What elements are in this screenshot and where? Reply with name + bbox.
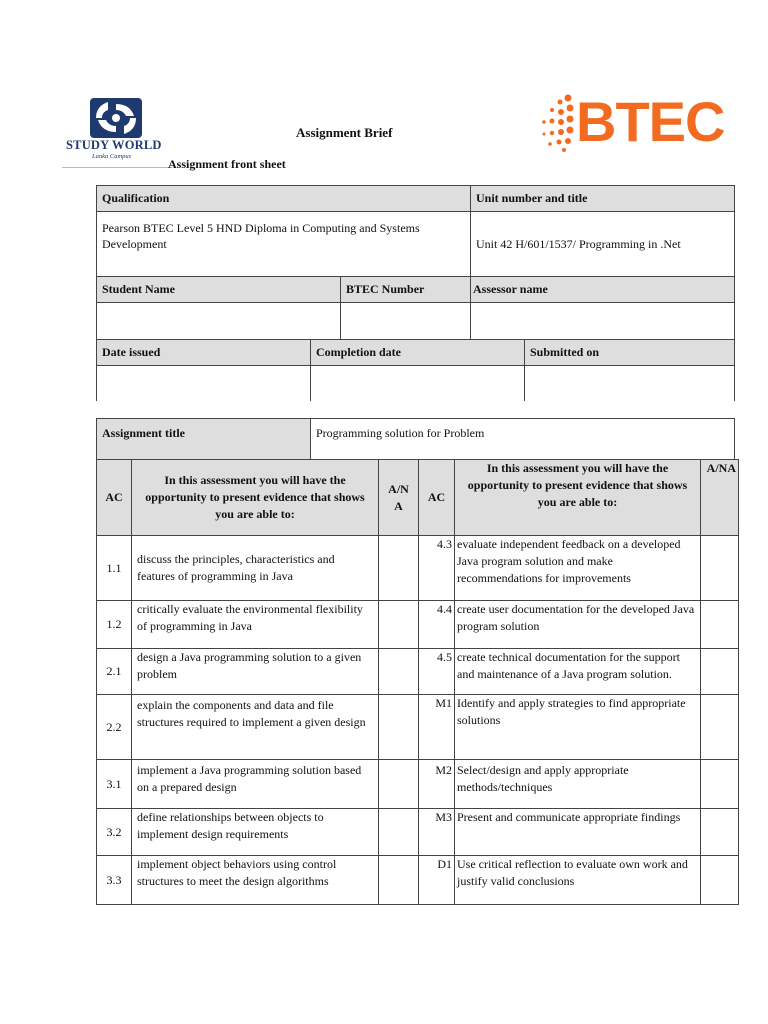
assessor-name-field[interactable]	[470, 302, 735, 340]
criteria-description: define relationships between objects to implement design requirements	[131, 808, 379, 856]
completion-date-label: Completion date	[310, 339, 525, 366]
assignment-title-label: Assignment title	[96, 418, 311, 460]
criteria-description: Use critical reflection to evaluate own work and justify valid conclusions	[454, 855, 701, 905]
qualification-label: Qualification	[96, 185, 471, 212]
col-ac-left: AC	[96, 459, 132, 536]
achieved-cell[interactable]	[378, 648, 419, 695]
ac-code: M1	[418, 694, 455, 760]
col-an-left: A/N A	[378, 459, 419, 536]
criteria-table	[96, 418, 739, 906]
criteria-description: implement object behaviors using control structures to meet the design algorithms	[131, 855, 379, 905]
ac-code: 2.1	[96, 648, 132, 695]
achieved-cell[interactable]	[378, 694, 419, 760]
criteria-description: critically evaluate the environmental flexibility of programming in Java	[131, 600, 379, 649]
achieved-cell[interactable]	[700, 694, 739, 760]
study-world-emblem-icon	[90, 98, 142, 138]
ac-code: 2.2	[96, 694, 132, 760]
col-desc-right: In this assessment you will have the opportunity to present evidence that shows you are able to:	[454, 459, 701, 536]
col-desc-left: In this assessment you will have the opportunity to present evidence that shows you are able to:	[131, 459, 379, 536]
achieved-cell[interactable]	[378, 808, 419, 856]
criteria-description: create technical documentation for the support and maintenance of a Java program solution.	[454, 648, 701, 695]
achieved-cell[interactable]	[378, 855, 419, 905]
criteria-description: Select/design and apply appropriate methods/techniques	[454, 759, 701, 809]
ac-code: 4.5	[418, 648, 455, 695]
criteria-description: Present and communicate appropriate findings	[454, 808, 701, 856]
col-ac-right: AC	[418, 459, 455, 536]
btec-number-label: BTEC Number	[340, 276, 471, 303]
achieved-cell[interactable]	[378, 600, 419, 649]
ac-code: D1	[418, 855, 455, 905]
student-name-field[interactable]	[96, 302, 341, 340]
achieved-cell[interactable]	[700, 759, 739, 809]
study-world-logo	[62, 98, 162, 168]
criteria-description: evaluate independent feedback on a developed Java program solution and make recommendations for improvements	[454, 535, 701, 601]
unit-value: Unit 42 H/601/1537/ Programming in .Net	[470, 211, 735, 277]
criteria-description: design a Java programming solution to a given problem	[131, 648, 379, 695]
achieved-cell[interactable]	[700, 855, 739, 905]
assessor-name-label: Assessor name	[470, 276, 735, 303]
ac-code: 3.2	[96, 808, 132, 856]
col-an-right: A/NA	[700, 459, 739, 536]
btec-logo-text: BTEC	[576, 90, 725, 153]
ac-code: M2	[418, 759, 455, 809]
unit-label: Unit number and title	[470, 185, 735, 212]
criteria-description: Identify and apply strategies to find appropriate solutions	[454, 694, 701, 760]
date-issued-field[interactable]	[96, 365, 311, 401]
student-name-label: Student Name	[96, 276, 341, 303]
front-sheet-table	[96, 185, 735, 397]
ac-code: 4.3	[418, 535, 455, 601]
ac-code: 1.2	[96, 600, 132, 649]
btec-number-field[interactable]	[340, 302, 471, 340]
btec-logo	[536, 92, 728, 154]
ac-code: 4.4	[418, 600, 455, 649]
ac-code: 3.1	[96, 759, 132, 809]
header-divider	[62, 167, 172, 168]
document-title: Assignment Brief	[296, 125, 393, 140]
btec-dots-icon	[536, 92, 576, 154]
achieved-cell[interactable]	[378, 759, 419, 809]
logo-left-subtext: Lanka Campus	[92, 153, 132, 160]
document-subtitle: Assignment front sheet	[168, 157, 286, 171]
submitted-on-label: Submitted on	[524, 339, 735, 366]
ac-code: M3	[418, 808, 455, 856]
date-issued-label: Date issued	[96, 339, 311, 366]
submitted-on-field[interactable]	[524, 365, 735, 401]
achieved-cell[interactable]	[700, 808, 739, 856]
achieved-cell[interactable]	[700, 600, 739, 649]
criteria-description: discuss the principles, characteristics and features of programming in Java	[131, 535, 379, 601]
logo-left-text: STUDY WORLD	[66, 138, 162, 152]
achieved-cell[interactable]	[378, 535, 419, 601]
criteria-description: implement a Java programming solution based on a prepared design	[131, 759, 379, 809]
achieved-cell[interactable]	[700, 648, 739, 695]
achieved-cell[interactable]	[700, 535, 739, 601]
assignment-title-value: Programming solution for Problem	[310, 418, 735, 460]
criteria-description: explain the components and data and file structures required to implement a given design	[131, 694, 379, 760]
ac-code: 1.1	[96, 535, 132, 601]
ac-code: 3.3	[96, 855, 132, 905]
qualification-value: Pearson BTEC Level 5 HND Diploma in Computing and Systems Development	[96, 211, 471, 277]
criteria-description: create user documentation for the developed Java program solution	[454, 600, 701, 649]
completion-date-field[interactable]	[310, 365, 525, 401]
